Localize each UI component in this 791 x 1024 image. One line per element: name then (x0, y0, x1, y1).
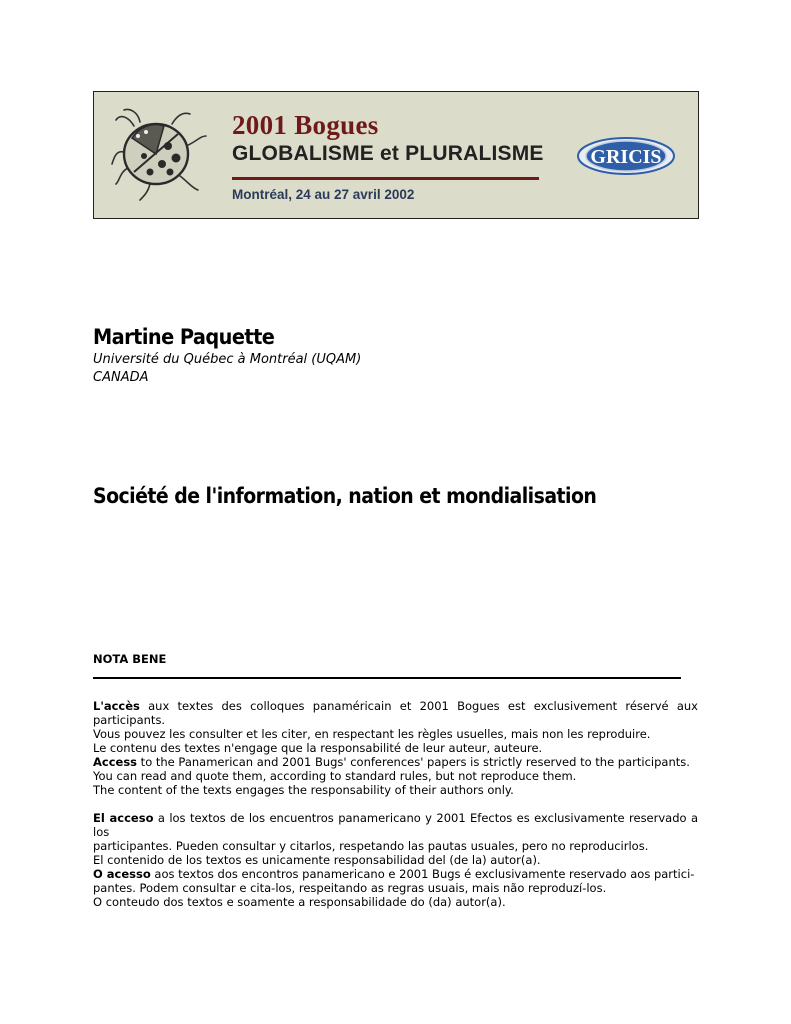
logo-text: GRICIS (590, 146, 662, 168)
notice-lead: L'accès (93, 699, 140, 713)
notice-line: You can read and quote them, according to standard rules, but not reproduce them. (93, 769, 577, 783)
banner-theme: GLOBALISME et PLURALISME (232, 142, 544, 165)
author-institution: Université du Québec à Montréal (UQAM) (93, 352, 362, 367)
conference-banner (93, 91, 699, 219)
banner-rule (232, 177, 539, 180)
notice-english (93, 755, 698, 797)
notice-line: to the Panamerican and 2001 Bugs' conferences' papers is strictly reserved to the participants. (137, 755, 690, 769)
gricis-logo (576, 136, 676, 176)
notice-lead: O acesso (93, 867, 151, 881)
nota-bene-heading: NOTA BENE (93, 652, 167, 666)
nota-bene-divider (93, 677, 681, 679)
notice-line: pantes. Podem consultar e cita-los, respeitando as regras usuais, mais não reproduzí-los. (93, 881, 607, 895)
notice-lead: El acceso (93, 811, 154, 825)
notice-french (93, 699, 698, 755)
notice-portuguese (93, 867, 698, 909)
notice-line: Vous pouvez les consulter et les citer, en respectant les règles usuelles, mais non les reproduire. (93, 727, 651, 741)
author-name: Martine Paquette (93, 325, 275, 349)
notice-lead: Access (93, 755, 138, 769)
notice-line: Le contenu des textes n'engage que la responsabilité de leur auteur, auteure. (93, 741, 543, 755)
notice-line: El contenido de los textos es unicamente responsabilidad del (de la) autor(a). (93, 853, 541, 867)
notice-line: aux textes des colloques panaméricain et 2001 Bogues est exclusivement réservé aux participants. (93, 699, 698, 727)
notice-line: participantes. Pueden consultar y citarlos, respetando las pautas usuales, pero no reproducirlos. (93, 839, 649, 853)
author-country: CANADA (93, 370, 149, 385)
banner-year-title: 2001 Bogues (232, 110, 379, 140)
notice-line: O conteudo dos textos e soamente a responsabilidade do (da) autor(a). (93, 895, 506, 909)
notice-line: a los textos de los encuentros panamericano y 2001 Efectos es exclusivamente reservado a los (93, 811, 698, 839)
paper-title: Société de l'information, nation et mondialisation (93, 484, 597, 508)
notice-line: aos textos dos encontros panamericano e 2001 Bugs é exclusivamente reservado aos partici- (150, 867, 695, 881)
notice-spanish (93, 811, 698, 867)
ladybug-icon (110, 106, 210, 202)
notice-line: The content of the texts engages the responsability of their authors only. (93, 783, 514, 797)
banner-dates: Montréal, 24 au 27 avril 2002 (232, 187, 415, 202)
